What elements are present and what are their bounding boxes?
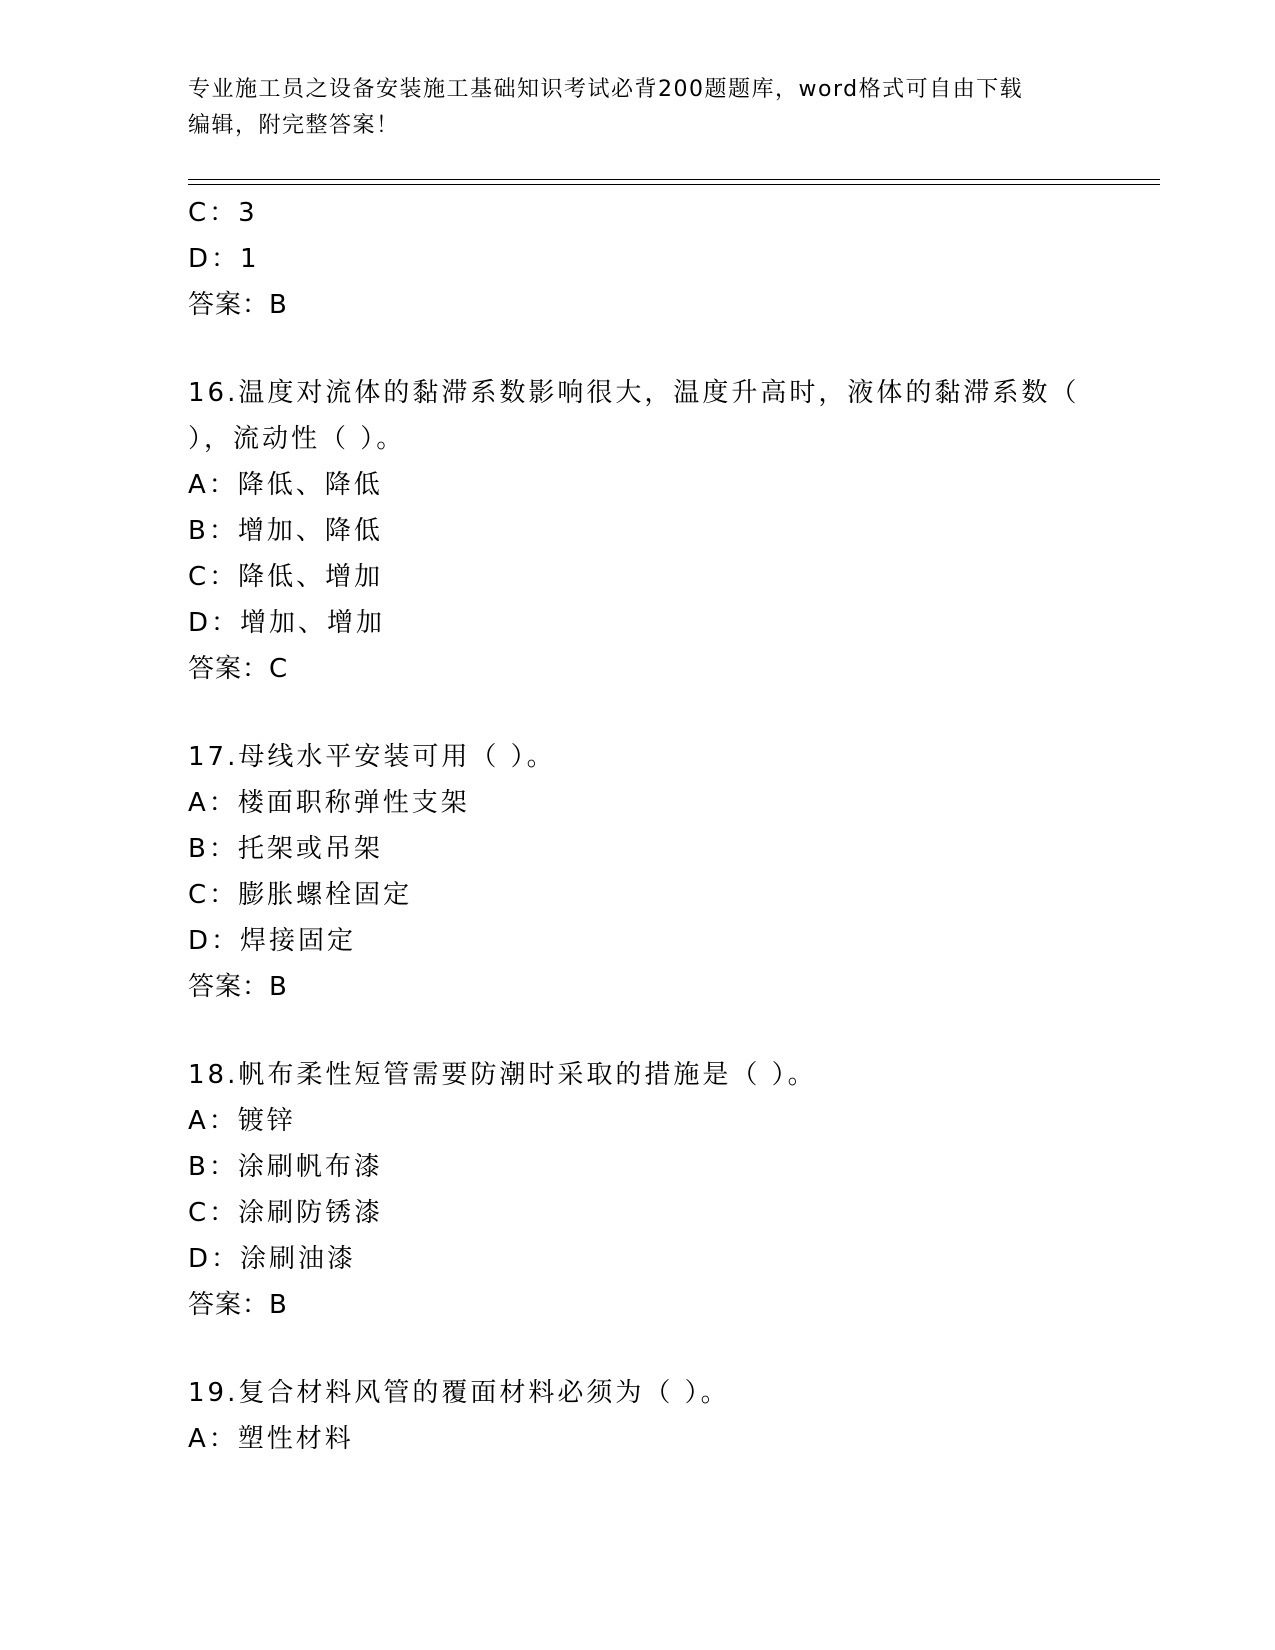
- option-c: C：3: [188, 198, 258, 228]
- header-line-1: 专业施工员之设备安装施工基础知识考试必背200题题库，word格式可自由下载: [188, 77, 1024, 102]
- question-stem: 19.复合材料风管的覆面材料必须为（ ）。: [188, 1378, 730, 1408]
- option-b: B：涂刷帆布漆: [188, 1152, 383, 1182]
- option-b: B：托架或吊架: [188, 834, 383, 864]
- question-17: [188, 734, 1148, 1010]
- answer-line: 答案：B: [188, 290, 288, 320]
- header-rule-top: [188, 179, 1160, 180]
- option-d: D：涂刷油漆: [188, 1244, 357, 1274]
- question-stem: 16.温度对流体的黏滞系数影响很大，温度升高时，液体的黏滞系数（: [188, 378, 1080, 408]
- question-stem: 17.母线水平安装可用（ ）。: [188, 742, 556, 772]
- option-d: D：焊接固定: [188, 926, 357, 956]
- document-header: [188, 72, 1088, 144]
- option-b: B：增加、降低: [188, 516, 383, 546]
- header-rule-bottom: [188, 184, 1160, 185]
- option-d: D：1: [188, 244, 260, 274]
- option-a: A：降低、降低: [188, 470, 383, 500]
- question-stem: ），流动性（ ）。: [188, 424, 406, 454]
- option-c: C：涂刷防锈漆: [188, 1198, 384, 1228]
- question-list: [188, 190, 1148, 1462]
- answer-line: 答案：C: [188, 654, 289, 684]
- question-18: [188, 1052, 1148, 1328]
- option-d: D：增加、增加: [188, 608, 386, 638]
- answer-line: 答案：B: [188, 1290, 288, 1320]
- option-a: A：塑性材料: [188, 1424, 354, 1454]
- question-16: [188, 370, 1148, 692]
- option-c: C：降低、增加: [188, 562, 384, 592]
- option-a: A：镀锌: [188, 1106, 296, 1136]
- option-a: A：楼面职称弹性支架: [188, 788, 470, 818]
- question-19: [188, 1370, 1148, 1462]
- answer-line: 答案：B: [188, 972, 288, 1002]
- header-line-2: 编辑，附完整答案！: [188, 113, 400, 138]
- question-stem: 18.帆布柔性短管需要防潮时采取的措施是（ ）。: [188, 1060, 817, 1090]
- option-c: C：膨胀螺栓固定: [188, 880, 413, 910]
- question-15-tail: [188, 190, 1148, 328]
